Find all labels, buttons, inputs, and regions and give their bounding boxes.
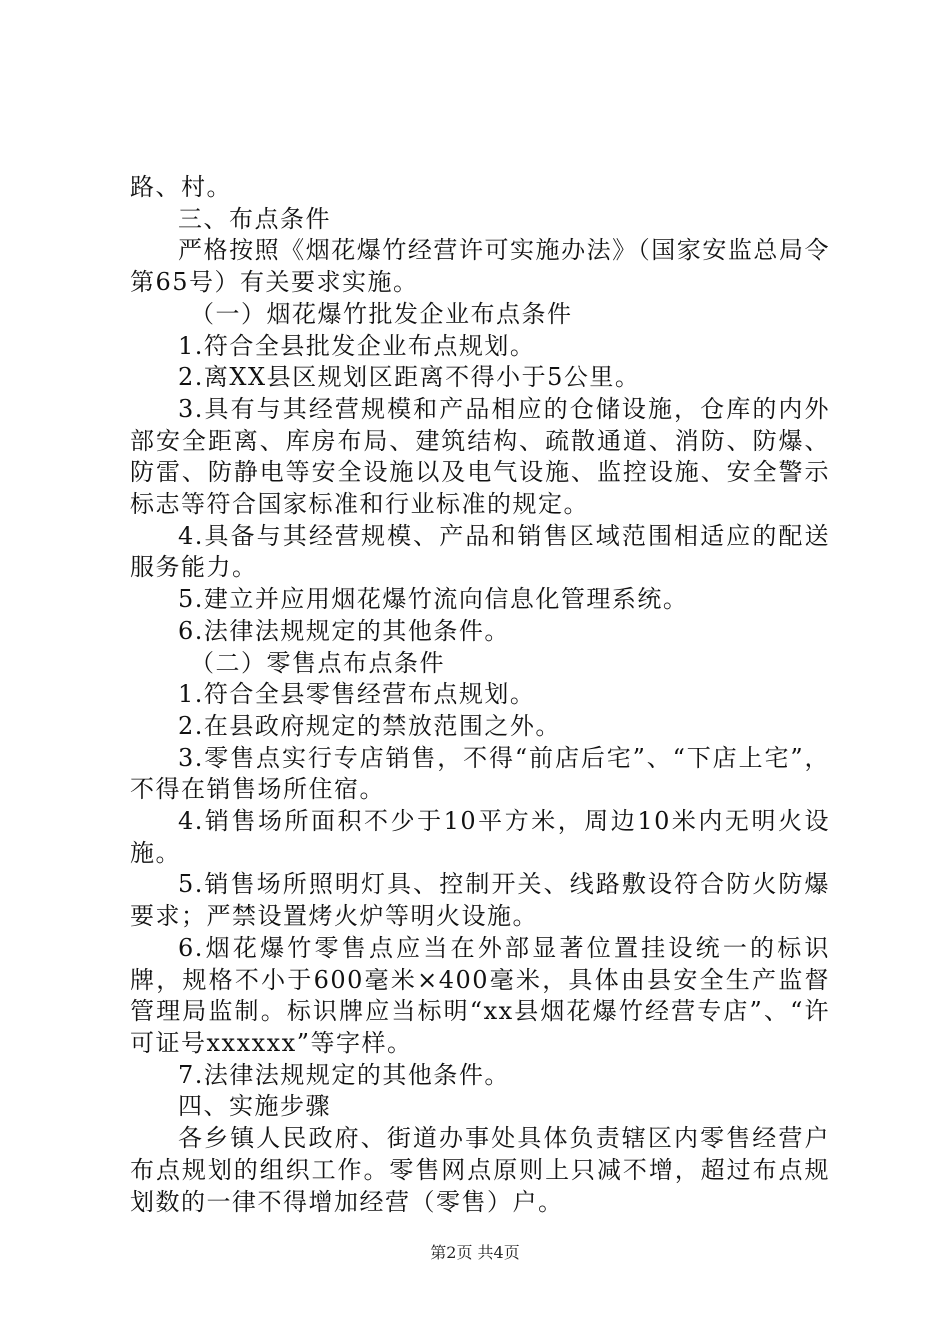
paragraph: 3.具有与其经营规模和产品相应的仓储设施，仓库的内外部安全距离、库房布局、建筑结构、疏散通道、消防、防爆、防雷、防静电等安全设施以及电气设施、监控设施、安全警示标志等符合国家标准和行业标准的规定。 bbox=[130, 394, 830, 519]
paragraph: （一）烟花爆竹批发企业布点条件 bbox=[190, 299, 573, 328]
paragraph: 路、村。 bbox=[130, 173, 232, 201]
page-footer: 第2页 共4页 bbox=[430, 1243, 520, 1262]
paragraph: 各乡镇人民政府、街道办事处具体负责辖区内零售经营户布点规划的组织工作。零售网点原则上只减不增，超过布点规划数的一律不得增加经营（零售）户。 bbox=[130, 1124, 830, 1216]
paragraph: 2.在县政府规定的禁放范围之外。 bbox=[178, 711, 561, 740]
paragraph: 严格按照《烟花爆竹经营许可实施办法》（国家安监总局令第65号）有关要求实施。 bbox=[130, 236, 830, 297]
paragraph: 三、布点条件 bbox=[178, 204, 331, 233]
paragraph: 1.符合全县零售经营布点规划。 bbox=[178, 680, 536, 709]
document-body bbox=[130, 172, 830, 1218]
paragraph: 2.离XX县区规划区距离不得小于5公里。 bbox=[178, 363, 641, 392]
paragraph: 7.法律法规规定的其他条件。 bbox=[178, 1060, 510, 1089]
paragraph: 4.销售场所面积不少于10平方米，周边10米内无明火设施。 bbox=[130, 807, 830, 867]
paragraph: 6.法律法规规定的其他条件。 bbox=[178, 616, 510, 645]
paragraph: 3.零售点实行专店销售，不得“前店后宅”、“下店上宅”，不得在销售场所住宿。 bbox=[130, 743, 830, 804]
paragraph: 四、实施步骤 bbox=[178, 1092, 331, 1121]
paragraph: （二）零售点布点条件 bbox=[190, 648, 445, 677]
paragraph: 5.建立并应用烟花爆竹流向信息化管理系统。 bbox=[178, 585, 689, 614]
paragraph: 1.符合全县批发企业布点规划。 bbox=[178, 331, 536, 360]
paragraph: 4.具备与其经营规模、产品和销售区域范围相适应的配送服务能力。 bbox=[130, 521, 830, 582]
paragraph: 6.烟花爆竹零售点应当在外部显著位置挂设统一的标识牌，规格不小于600毫米×400毫米，具体由县安全生产监督管理局监制。标识牌应当标明“xx县烟花爆竹经营专店”、“许可证号xxxxxx”等字样。 bbox=[130, 933, 830, 1057]
paragraph: 5.销售场所照明灯具、控制开关、线路敷设符合防火防爆要求；严禁设置烤火炉等明火设施。 bbox=[130, 870, 830, 931]
